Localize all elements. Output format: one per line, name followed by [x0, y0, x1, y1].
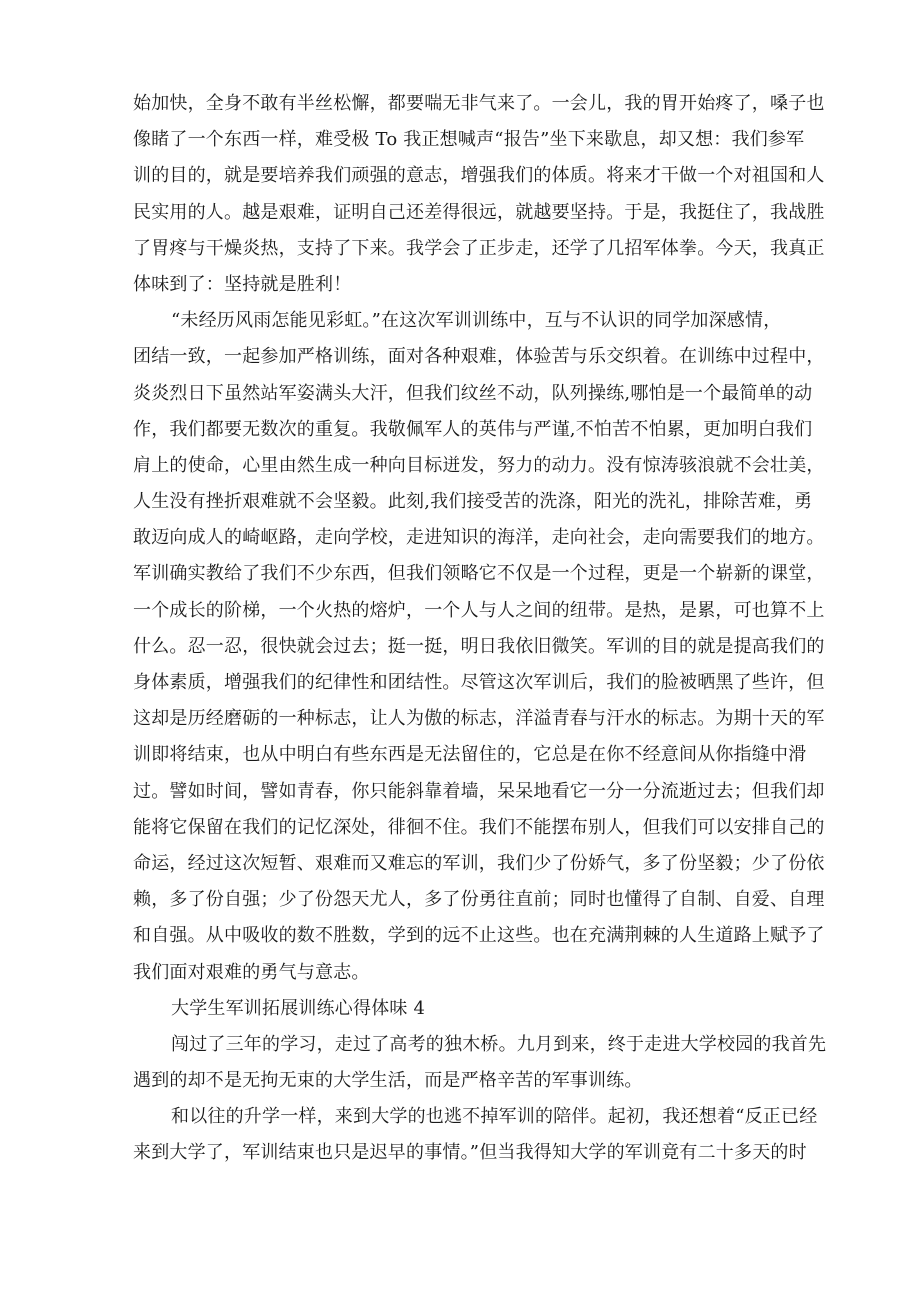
paragraph-2 — [133, 303, 825, 991]
text-line: 敢迈向成人的崎岖路，走向学校，走进知识的海洋，走向社会，走向需要我们的地方。 — [133, 527, 825, 549]
text-line: 身体素质，增强我们的纪律性和团结性。尽管这次军训后，我们的脸被晒黑了些许，但 — [133, 672, 825, 693]
text-line: 肩上的使命，心里由然生成一种向目标迸发，努力的动力。没有惊涛骇浪就不会壮美， — [133, 454, 825, 476]
text-line: 和以往的升学一样，来到大学的也逃不掉军训的陪伴。起初，我还想着“反正已经 — [171, 1106, 818, 1128]
document-body — [133, 86, 827, 1172]
text-line: 什么。忍一忍，很快就会过去；挺一挺，明日我依旧微笑。军训的目的就是提高我们的 — [133, 635, 825, 657]
text-line: 作，我们都要无数次的重复。我敬佩军人的英伟与严谨,不怕苦不怕累，更加明白我们 — [133, 418, 813, 440]
text-line: 过。譬如时间，譬如青春，你只能斜靠着墙，呆呆地看它一分一分流逝过去；但我们却 — [133, 780, 825, 802]
text-line: 像睹了一个东西一样，难受极 To 我正想喊声“报告”坐下来歇息，却又想：我们参军 — [133, 129, 805, 151]
text-line: 来到大学了，军训结束也只是迟早的事情。”但当我得知大学的军训竟有二十多天的时 — [133, 1142, 807, 1164]
text-line: 民实用的人。越是艰难，证明自己还差得很远，就越要坚持。于是，我挺住了，我战胜 — [133, 201, 825, 223]
text-line: 团结一致，一起参加严格训练，面对各种艰难，体验苦与乐交织着。在训练中过程中， — [133, 346, 825, 368]
text-line: 人生没有挫折艰难就不会坚毅。此刻,我们接受苦的洗涤，阳光的洗礼，排除苦难，勇 — [133, 491, 813, 513]
text-line: 我们面对艰难的勇气与意志。 — [133, 961, 370, 983]
paragraph-4 — [133, 1099, 818, 1171]
paragraph-3 — [133, 1027, 827, 1099]
text-line: 赖，多了份自强；少了份怨天尤人，多了份勇往直前；同时也懂得了自制、自爱、自理 — [133, 889, 825, 911]
paragraph-1 — [133, 86, 825, 303]
text-line: 始加快，全身不敢有半丝松懈，都要喘无非气来了。一会儿，我的胃开始疼了，嗓子也 — [133, 93, 825, 114]
text-line: 了胃疼与干燥炎热，支持了下来。我学会了正步走，还学了几招军体拳。今天，我真正 — [133, 237, 825, 259]
text-line: 训的目的，就是要培养我们顽强的意志，增强我们的体质。将来才干做一个对祖国和人 — [133, 165, 825, 187]
text-line: 能将它保留在我们的记忆深处，徘徊不住。我们不能摆布别人，但我们可以安排自己的 — [133, 816, 825, 838]
text-line: 一个成长的阶梯，一个火热的熔炉，一个人与人之间的纽带。是热，是累，可也算不上 — [133, 599, 825, 621]
text-line: 炎炎烈日下虽然站军姿满头大汗，但我们纹丝不动，队列操练,哪怕是一个最简单的动 — [133, 382, 813, 404]
text-line: 命运，经过这次短暂、艰难而又难忘的军训，我们少了份娇气，多了份坚毅；少了份依 — [133, 852, 825, 874]
text-line: 和自强。从中吸收的数不胜数，学到的远不止这些。也在充满荆棘的人生道路上赋予了 — [133, 925, 825, 947]
text-line: 军训确实教给了我们不少东西，但我们领略它不仅是一个过程，更是一个崭新的课堂， — [133, 563, 825, 585]
text-line: 这却是历经磨砺的一种标志，让人为傲的标志，洋溢青春与汗水的标志。为期十天的军 — [133, 708, 825, 730]
text-line: 体味到了：坚持就是胜利！ — [133, 273, 352, 295]
text-line: 闯过了三年的学习，走过了高考的独木桥。九月到来，终于走进大学校园的我首先 — [171, 1033, 827, 1055]
section-heading: 大学生军训拓展训练心得体味 4 — [171, 997, 426, 1019]
text-line: 遇到的却不是无拘无束的大学生活，而是严格辛苦的军事训练。 — [133, 1070, 643, 1092]
text-line: “未经历风雨怎能见彩虹。”在这次军训训练中，互与不认识的同学加深感情， — [171, 310, 782, 332]
text-line: 训即将结束，也从中明白有些东西是无法留住的，它总是在你不经意间从你指缝中滑 — [133, 744, 807, 766]
